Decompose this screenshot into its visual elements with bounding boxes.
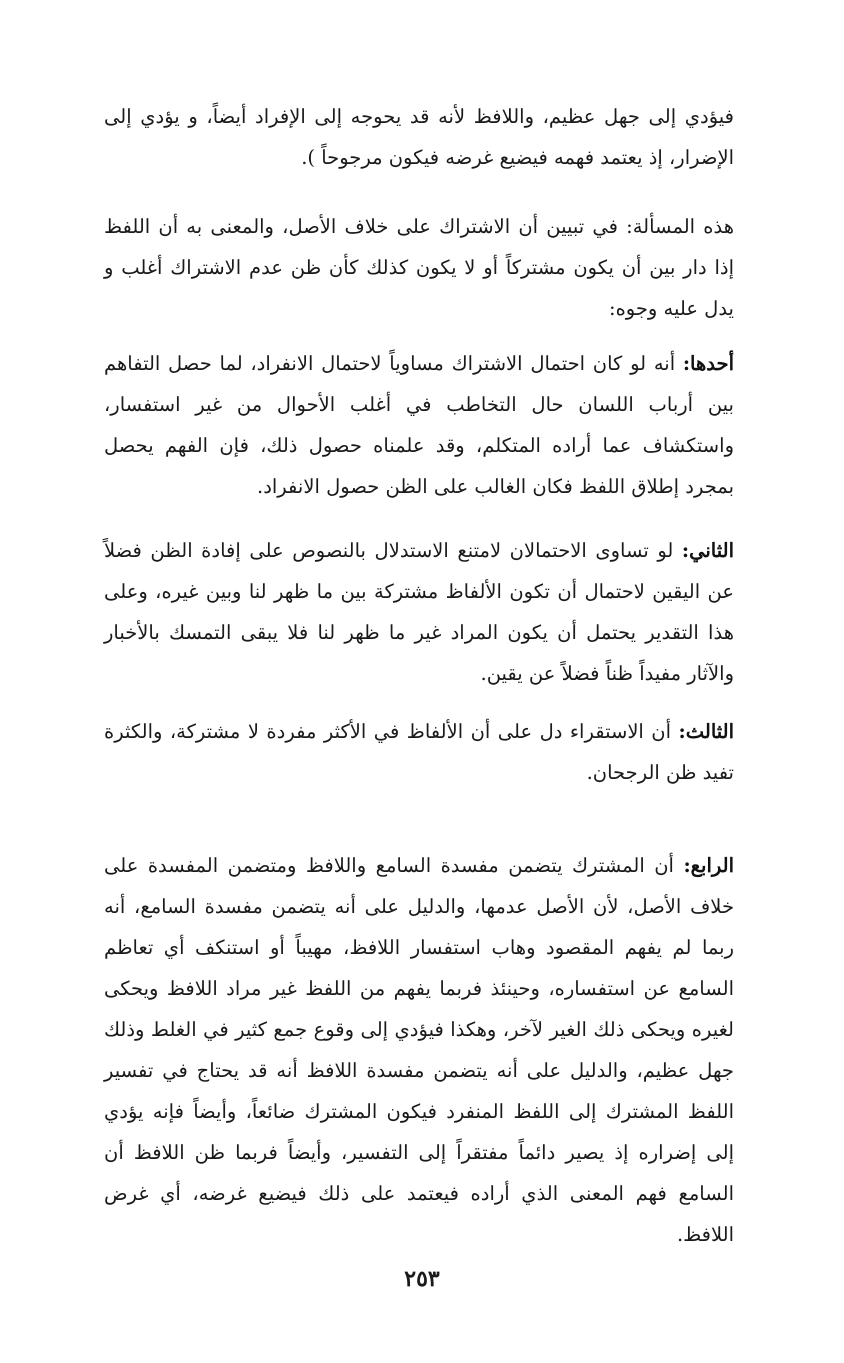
paragraph-lead: الثالث: xyxy=(678,720,735,743)
paragraph-lead: أحدها: xyxy=(682,352,734,375)
paragraph-text: هذه المسألة: في تبيين أن الاشتراك على خلاف الأصل، والمعنى به أن اللفظ إذا دار بين أن يكون مشتركاً أو لا يكون كذلك كأن ظن عدم الاشتراك أغلب و يدل عليه وجوه: xyxy=(104,215,734,320)
paragraph-text: أن المشترك يتضمن مفسدة السامع واللافظ ومتضمن المفسدة على خلاف الأصل، لأن الأصل عدمها، والدليل على أنه يتضمن مفسدة السامع، أنه ربما لم يفهم المقصود وهاب استفسار اللافظ، مهيباً أو استنكف أي تعاظم السامع عن استفساره، وحينئذ فربما يفهم من اللفظ غير مراد اللافظ ويحكى لغيره ويحكى ذلك الغير لآخر، وهكذا فيؤدي إلى وقوع جمع كثير في الغلط وذلك جهل عظيم، والدليل على أنه يتضمن مفسدة اللافظ أنه قد يحتاج في تفسير اللفظ المشترك إلى اللفظ المنفرد فيكون المشترك ضائعاً، وأيضاً فإنه يؤدي إلى إضراره إذ يصير دائماً مفتقراً إلى التفسير، وأيضاً فربما ظن اللافظ أن السامع فهم المعنى الذي أراده فيعتمد على ذلك فيضيع غرضه، أي غرض اللافظ. xyxy=(104,854,734,1246)
paragraph-third-reason xyxy=(104,711,734,793)
paragraph-first-reason xyxy=(104,343,734,507)
paragraph-lead: الرابع: xyxy=(683,854,735,877)
page-number: ٢٥٣ xyxy=(404,1266,440,1292)
paragraph-continuation xyxy=(104,96,734,178)
paragraph-text: أنه لو كان احتمال الاشتراك مساوياً لاحتمال الانفراد، لما حصل التفاهم بين أرباب اللسان حال التخاطب في أغلب الأحوال من غير استفسار، واستكشاف عما أراده المتكلم، وقد علمناه حصول ذلك، فإن الفهم يحصل بمجرد إطلاق اللفظ فكان الغالب على الظن حصول الانفراد. xyxy=(104,352,734,498)
paragraph-text: لو تساوى الاحتمالان لامتنع الاستدلال بالنصوص على إفادة الظن فضلاً عن اليقين لاحتمال أن تكون الألفاظ مشتركة بين ما ظهر لنا وبين غيره، وعلى هذا التقدير يحتمل أن يكون المراد غير ما ظهر لنا فلا يبقى التمسك بالأخبار والآثار مفيداً ظناً فضلاً عن يقين. xyxy=(104,539,734,685)
paragraph-second-reason xyxy=(104,530,734,694)
paragraph-text: أن الاستقراء دل على أن الألفاظ في الأكثر مفردة لا مشتركة، والكثرة تفيد ظن الرجحان. xyxy=(104,720,734,784)
paragraph-lead: الثاني: xyxy=(681,539,734,562)
paragraph-text: فيؤدي إلى جهل عظيم، واللافظ لأنه قد يحوجه إلى الإفراد أيضاً، و يؤدي إلى الإضرار، إذ يعتمد فهمه فيضيع غرضه فيكون مرجوحاً ). xyxy=(104,105,734,169)
paragraph-fourth-reason xyxy=(104,845,734,1255)
paragraph-issue-statement xyxy=(104,206,734,329)
